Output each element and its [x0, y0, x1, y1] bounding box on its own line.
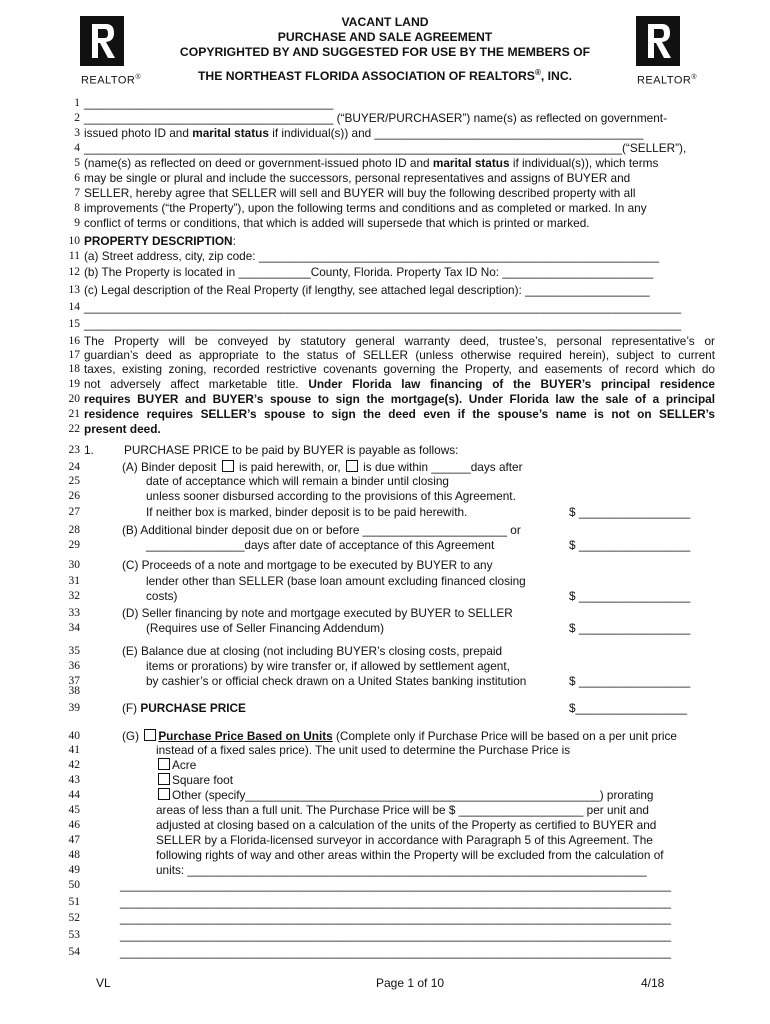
line-number: 52 — [68, 912, 80, 924]
mortgage-proceeds-line: (C) Proceeds of a note and mortgage to be executed by BUYER to any — [122, 558, 493, 572]
street-address-field[interactable]: (a) Street address, city, zip code: _____________________________________________________________ — [84, 249, 660, 263]
excluded-areas-blank[interactable]: ____________________________________________________________________________________ — [120, 945, 672, 959]
doc-title-line-4: THE NORTHEAST FLORIDA ASSOCIATION OF REALTORS®, INC. — [197, 68, 573, 84]
line-number: 9 — [74, 217, 80, 229]
conveyance-text: guardian’s deed as appropriate to the status of SELLER (unless otherwise required herein), subject to current — [84, 348, 715, 362]
unit-option-square-foot: Square foot — [156, 773, 233, 787]
line-number: 12 — [68, 266, 80, 278]
line-number: 48 — [68, 849, 80, 861]
line-number: 29 — [68, 539, 80, 551]
line-number: 35 — [68, 645, 80, 657]
line-number: 44 — [68, 789, 80, 801]
line-number: 49 — [68, 864, 80, 876]
unit-option-acre: Acre — [156, 758, 196, 772]
doc-title-line-3: COPYRIGHTED BY AND SUGGESTED FOR USE BY THE MEMBERS OF — [179, 45, 591, 59]
intro-text: SELLER, hereby agree that SELLER will sell and BUYER will buy the following described property with all — [84, 186, 636, 200]
intro-text: may be single or plural and include the successors, personal representatives and assigns of BUYER and — [84, 171, 631, 185]
line-number: 38 — [68, 685, 80, 697]
excluded-units-field[interactable]: units: ______________________________________________________________________ — [156, 863, 647, 877]
excluded-areas-blank[interactable]: ____________________________________________________________________________________ — [120, 895, 672, 909]
line-number: 2 — [74, 112, 80, 124]
balance-amount-field[interactable]: $ _________________ — [569, 674, 691, 688]
binder-deposit-line: (A) Binder deposit is paid herewith, or, is due within ______days after — [122, 460, 523, 474]
excluded-areas-blank[interactable]: ____________________________________________________________________________________ — [120, 911, 672, 925]
seller-financing-text: (Requires use of Seller Financing Addendum) — [146, 621, 385, 635]
realtor-logo-caption: REALTOR® — [80, 74, 142, 87]
additional-binder-amount-field[interactable]: $ _________________ — [569, 538, 691, 552]
units-pricing-text: areas of less than a full unit. The Purchase Price will be $ ___________________ per unit and — [156, 803, 649, 817]
line-number: 1 — [74, 97, 80, 109]
line-number: 36 — [68, 660, 80, 672]
units-pricing-text: following rights of way and other areas within the Property will be excluded from the calculation of — [156, 848, 664, 862]
line-number: 31 — [68, 575, 80, 587]
line-number: 23 — [68, 444, 80, 456]
line-number: 32 — [68, 590, 80, 602]
realtor-logo-right — [636, 16, 698, 87]
line-number: 42 — [68, 759, 80, 771]
conveyance-text: not adversely affect marketable title. Under Florida law financing of the BUYER’s principal residence — [84, 377, 715, 391]
line-number: 19 — [68, 378, 80, 390]
intro-text: improvements (“the Property”), upon the following terms and conditions and as completed or marked. In any — [84, 201, 647, 215]
revision-date: 4/18 — [641, 976, 665, 990]
seller-financing-amount-field[interactable]: $ _________________ — [569, 621, 691, 635]
binder-paid-checkbox[interactable] — [222, 460, 234, 472]
line-number: 43 — [68, 774, 80, 786]
county-tax-id-field[interactable]: (b) The Property is located in ___________County, Florida. Property Tax ID No: _______________________ — [84, 265, 654, 279]
units-pricing-text: adjusted at closing based on a calculation of the units of the Property as certified to BUYER and — [156, 818, 657, 832]
purchase-price-total-field[interactable]: $_________________ — [569, 701, 688, 715]
line-number: 4 — [74, 142, 80, 154]
purchase-price-total-label: (F) PURCHASE PRICE — [122, 701, 246, 715]
line-number: 6 — [74, 172, 80, 184]
line-number: 21 — [68, 408, 80, 420]
conveyance-text: taxes, existing zoning, recorded restrictive covenants governing the Property, and easements of record which do — [84, 362, 715, 376]
binder-text: If neither box is marked, binder deposit is to be paid herewith. — [146, 505, 468, 519]
mortgage-amount-field[interactable]: $ _________________ — [569, 589, 691, 603]
legal-description-blank[interactable]: ___________________________________________________________________________________________ — [84, 317, 682, 331]
line-number: 53 — [68, 929, 80, 941]
unit-option-other: Other (specify______________________________________________________) prorating — [156, 788, 653, 802]
binder-amount-field[interactable]: $ _________________ — [569, 505, 691, 519]
additional-binder-days: _______________days after date of acceptance of this Agreement — [146, 538, 495, 552]
realtor-r-icon — [80, 16, 124, 66]
balance-due-text: by cashier’s or official check drawn on a United States banking institution — [146, 674, 527, 688]
units-pricing-checkbox[interactable] — [144, 729, 156, 741]
line-number: 15 — [68, 318, 80, 330]
realtor-r-icon — [636, 16, 680, 66]
spouse-notice: present deed. — [84, 422, 161, 436]
legal-description-field[interactable]: (c) Legal description of the Real Property (if lengthy, see attached legal description): ___________________ — [84, 283, 650, 297]
line-number: 39 — [68, 702, 80, 714]
other-unit-checkbox[interactable] — [158, 788, 170, 800]
line-number: 16 — [68, 335, 80, 347]
line-number: 7 — [74, 187, 80, 199]
seller-financing-line: (D) Seller financing by note and mortgage executed by BUYER to SELLER — [122, 606, 513, 620]
purchase-price-heading: PURCHASE PRICE to be paid by BUYER is payable as follows: — [124, 443, 459, 457]
property-description-heading: PROPERTY DESCRIPTION: — [84, 234, 236, 248]
binder-text: unless sooner disbursed according to the provisions of this Agreement. — [146, 489, 516, 503]
line-number: 8 — [74, 202, 80, 214]
binder-text: date of acceptance which will remain a binder until closing — [146, 474, 449, 488]
line-number: 24 — [68, 461, 80, 473]
line-number: 25 — [68, 475, 80, 487]
page-number: Page 1 of 10 — [376, 976, 445, 990]
realtor-logo-left — [80, 16, 142, 87]
spouse-notice: requires BUYER and BUYER’s spouse to sign the mortgage(s). Under Florida law the sale of a principal — [84, 392, 715, 406]
excluded-areas-blank[interactable]: ____________________________________________________________________________________ — [120, 928, 672, 942]
line-number: 46 — [68, 819, 80, 831]
mortgage-proceeds-text: costs) — [146, 589, 178, 603]
additional-binder-line: (B) Additional binder deposit due on or before ______________________ or — [122, 523, 521, 537]
line-number: 41 — [68, 744, 80, 756]
line-number: 5 — [74, 157, 80, 169]
spouse-notice: residence requires SELLER’s spouse to sign the deed even if the spouse’s name is not on SELLER’s — [84, 407, 715, 421]
form-id: VL — [96, 976, 111, 990]
doc-title-line-1: VACANT LAND — [341, 15, 429, 29]
line-number: 30 — [68, 559, 80, 571]
buyer-name-blank-1[interactable]: ______________________________________ — [84, 96, 334, 110]
line-number: 37 — [68, 675, 80, 687]
line-number: 18 — [68, 363, 80, 375]
line-number: 22 — [68, 423, 80, 435]
intro-text: conflict of terms or conditions, that which is added will supersede that which is printed or marked. — [84, 216, 590, 230]
section-number: 1. — [84, 443, 94, 457]
line-number: 13 — [68, 284, 80, 296]
line-number: 50 — [68, 879, 80, 891]
line-number: 3 — [74, 127, 80, 139]
line-number: 47 — [68, 834, 80, 846]
seller-clause: __________________________________________________________________________________(“SELLER”), — [84, 141, 687, 155]
line-number: 17 — [68, 349, 80, 361]
legal-description-blank[interactable]: ___________________________________________________________________________________________ — [84, 300, 682, 314]
buyer-clause: ______________________________________ (“BUYER/PURCHASER”) name(s) as reflected on government- — [84, 111, 668, 125]
units-pricing-text: instead of a fixed sales price). The unit used to determine the Purchase Price is — [156, 743, 571, 757]
line-number: 51 — [68, 896, 80, 908]
binder-due-checkbox[interactable] — [346, 460, 358, 472]
square-foot-checkbox[interactable] — [158, 773, 170, 785]
balance-due-line: (E) Balance due at closing (not including BUYER’s closing costs, prepaid — [122, 644, 503, 658]
line-number: 54 — [68, 946, 80, 958]
acre-checkbox[interactable] — [158, 758, 170, 770]
realtor-logo-caption: REALTOR® — [636, 74, 698, 87]
seller-id-clause: (name(s) as reflected on deed or government-issued photo ID and marital status if individual(s)), which terms — [84, 156, 659, 170]
buyer-id-clause: issued photo ID and marital status if individual(s)) and _________________________________________ — [84, 126, 644, 140]
excluded-areas-blank[interactable]: ____________________________________________________________________________________ — [120, 878, 672, 892]
units-pricing-text: SELLER by a Florida-licensed surveyor in accordance with Paragraph 5 of this Agreement. The — [156, 833, 653, 847]
line-number: 28 — [68, 524, 80, 536]
line-number: 10 — [68, 235, 80, 247]
line-number: 26 — [68, 490, 80, 502]
line-number: 20 — [68, 393, 80, 405]
balance-due-text: items or prorations) by wire transfer or, if allowed by settlement agent, — [146, 659, 510, 673]
line-number: 11 — [68, 250, 80, 262]
line-number: 34 — [68, 622, 80, 634]
line-number: 40 — [68, 730, 80, 742]
units-pricing-line: (G) Purchase Price Based on Units (Complete only if Purchase Price will be based on a per unit price — [122, 729, 677, 743]
line-number: 14 — [68, 301, 80, 313]
mortgage-proceeds-text: lender other than SELLER (base loan amount excluding financed closing — [146, 574, 526, 588]
line-number: 45 — [68, 804, 80, 816]
conveyance-text: The Property will be conveyed by statutory general warranty deed, trustee’s, personal representative’s or — [84, 334, 715, 348]
doc-title-line-2: PURCHASE AND SALE AGREEMENT — [277, 30, 493, 44]
line-number: 27 — [68, 506, 80, 518]
line-number: 33 — [68, 607, 80, 619]
